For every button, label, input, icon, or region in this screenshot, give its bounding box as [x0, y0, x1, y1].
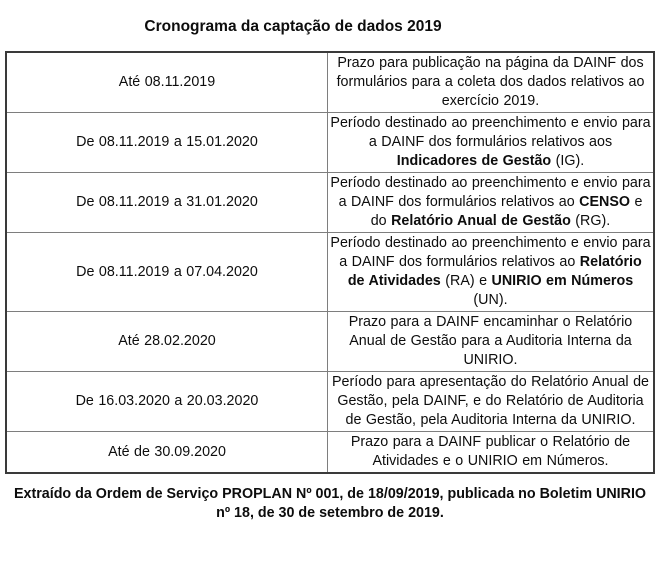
schedule-table-body [6, 52, 654, 473]
period-cell: De 16.03.2020 a 20.03.2020 [6, 372, 328, 432]
period-cell: De 08.11.2019 a 31.01.2020 [6, 173, 328, 233]
period-cell: Até 28.02.2020 [6, 312, 328, 372]
schedule-table [5, 51, 655, 474]
table-row [6, 432, 654, 474]
table-row [6, 52, 654, 113]
description-cell: Prazo para a DAINF encaminhar o Relatório Anual de Gestão para a Auditoria Interna da UNIRIO. [328, 312, 655, 372]
period-cell: De 08.11.2019 a 07.04.2020 [6, 233, 328, 312]
table-row [6, 173, 654, 233]
description-cell: Prazo para a DAINF publicar o Relatório de Atividades e o UNIRIO em Números. [328, 432, 655, 474]
description-cell: Período destinado ao preenchimento e envio para a DAINF dos formulários relativos ao Relatório de Atividades (RA) e UNIRIO em Números (UN). [328, 233, 655, 312]
table-row [6, 233, 654, 312]
table-row [6, 372, 654, 432]
description-cell: Prazo para publicação na página da DAINF dos formulários para a coleta dos dados relativos ao exercício 2019. [328, 52, 655, 113]
description-cell: Período para apresentação do Relatório Anual de Gestão, pela DAINF, e do Relatório de Auditoria de Gestão, pela Auditoria Interna da UNIRIO. [328, 372, 655, 432]
page-title: Cronograma da captação de dados 2019 [144, 18, 442, 35]
source-note: Extraído da Ordem de Serviço PROPLAN Nº 001, de 18/09/2019, publicada no Boletim UNIRIO nº 18, de 30 de setembro de 2019. [13, 486, 647, 521]
table-row [6, 113, 654, 173]
description-cell: Período destinado ao preenchimento e envio para a DAINF dos formulários relativos ao CENSO e do Relatório Anual de Gestão (RG). [328, 173, 655, 233]
description-cell: Período destinado ao preenchimento e envio para a DAINF dos formulários relativos aos Indicadores de Gestão (IG). [328, 113, 655, 173]
period-cell: Até 08.11.2019 [6, 52, 328, 113]
table-row [6, 312, 654, 372]
period-cell: Até de 30.09.2020 [6, 432, 328, 474]
period-cell: De 08.11.2019 a 15.01.2020 [6, 113, 328, 173]
